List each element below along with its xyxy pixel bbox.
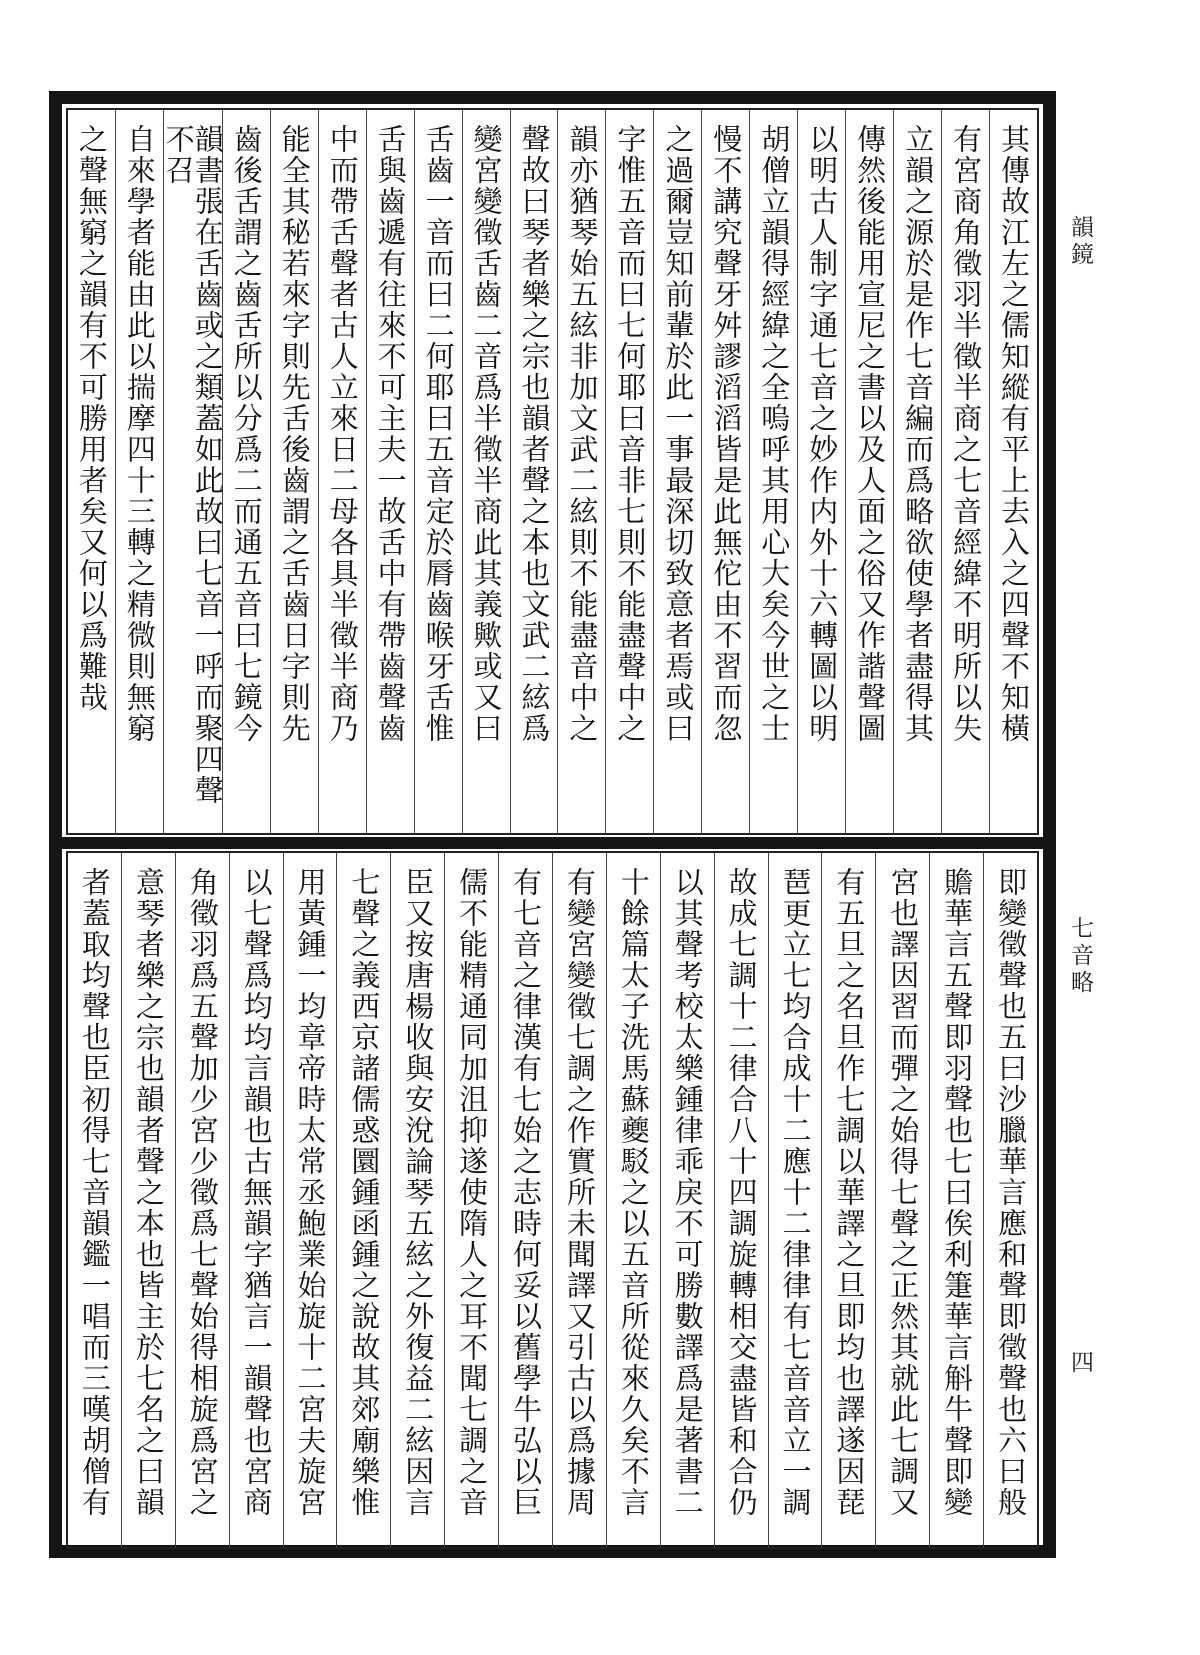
text-column: 有七音之律漢有七始之志時何妥以舊學牛弘以巨 (498, 853, 552, 1547)
text-column: 故成七調十二律合八十四調旋轉相交盡皆和合仍 (714, 853, 768, 1547)
text-column: 聲故曰琴者樂之宗也韻者聲之本也文武二絃爲 (510, 110, 558, 833)
text-column: 傳然後能用宣尼之書以及人面之俗又作諧聲圖 (845, 110, 893, 833)
text-column: 以七聲爲均均言韻也古無韻字猶言一韻聲也宮商 (229, 853, 283, 1547)
block-divider (62, 837, 1043, 849)
text-column: 者蓋取均聲也臣初得七音韻鑑一唱而三嘆胡僧有 (77, 867, 112, 1518)
margin-title: 韻鏡 (1067, 215, 1093, 269)
text-column: 以其聲考校太樂鍾律乖戾不可勝數譯爲是著書二 (660, 853, 714, 1547)
text-column: 臣又按唐楊收與安涗論琴五絃之外復益二絃因言 (390, 853, 444, 1547)
text-column: 宮也譯因習而彈之始得七聲之正然其就此七調又 (875, 853, 929, 1547)
lower-columns (68, 853, 1037, 1547)
text-column: 角徵羽爲五聲加少宮少徵爲七聲始得相旋爲宮之 (175, 853, 229, 1547)
text-column: 有宮商角徵羽半徵半商之七音經緯不明所以失 (941, 110, 989, 833)
lower-text-block (66, 851, 1039, 1549)
text-column: 舌與齒遞有往來不可主夫一故舌中有帶齒聲齒 (366, 110, 414, 833)
text-column: 十餘篇太子洗馬蘇夔駁之以五音所從來久矣不言 (606, 853, 660, 1547)
text-column: 變宮變徵舌齒二音爲半徵半商此其義歟或又曰 (462, 110, 510, 833)
text-column: 能全其秘若來字則先舌後齒謂之舌齒日字則先 (270, 110, 318, 833)
text-column: 有變宮變徵七調之作實所未聞譯又引古以爲據周 (552, 853, 606, 1547)
text-column: 之聲無窮之韻有不可勝用者矣又何以爲難哉 (74, 124, 109, 713)
text-column: 立韻之源於是作七音編而爲略欲使學者盡得其 (893, 110, 941, 833)
page-frame (49, 91, 1056, 1558)
text-column: 以明古人制字通七音之妙作内外十六轉圖以明 (797, 110, 845, 833)
text-column: 胡僧立韻得經緯之全嗚呼其用心大矣今世之士 (749, 110, 797, 833)
text-column: 韻書張在舌齒或之類蓋如此故曰七音一呼而聚四聲不召 (163, 110, 222, 833)
page-number: 四 (1067, 1350, 1093, 1377)
text-column: 韻亦猶琴始五絃非加文武二絃則不能盡音中之 (557, 110, 605, 833)
text-column: 齒後舌謂之齒舌所以分爲二而通五音曰七鏡今 (222, 110, 270, 833)
margin-section: 七音略 (1067, 916, 1093, 997)
text-column: 舌齒一音而曰二何耶曰五音定於脣齒喉牙舌惟 (414, 110, 462, 833)
text-column: 意琴者樂之宗也韻者聲之本也皆主於七名之曰韻 (121, 853, 175, 1547)
text-column: 其傳故江左之儒知縱有平上去入之四聲不知橫 (989, 110, 1037, 833)
text-column: 用黃鍾一均章帝時太常丞鮑業始旋十二宮夫旋宮 (283, 853, 337, 1547)
text-column: 七聲之義西京諸儒惑圜鍾函鍾之說故其郊廟樂惟 (336, 853, 390, 1547)
text-column: 琶更立七均合成十二應十二律律有七音音立一調 (768, 853, 822, 1547)
text-column: 之過爾豈知前輩於此一事最深切致意者焉或曰 (653, 110, 701, 833)
text-column: 即變徵聲也五曰沙臘華言應和聲即徵聲也六曰般 (983, 853, 1037, 1547)
text-column: 贍華言五聲即羽聲也七曰俟利箑華言斛牛聲即變 (929, 853, 983, 1547)
text-column: 中而帶舌聲者古人立來日二母各具半徵半商乃 (318, 110, 366, 833)
text-column: 有五旦之名旦作七調以華譯之旦即均也譯遂因琵 (821, 853, 875, 1547)
text-column: 儒不能精通同加沮抑遂使隋人之耳不聞七調之音 (444, 853, 498, 1547)
text-column: 慢不講究聲牙舛謬滔滔皆是此無佗由不習而忽 (701, 110, 749, 833)
text-column: 自來學者能由此以揣摩四十三轉之精微則無窮 (115, 110, 163, 833)
upper-columns (68, 110, 1037, 833)
text-column: 字惟五音而曰七何耶曰音非七則不能盡聲中之 (605, 110, 653, 833)
upper-text-block (66, 108, 1039, 835)
